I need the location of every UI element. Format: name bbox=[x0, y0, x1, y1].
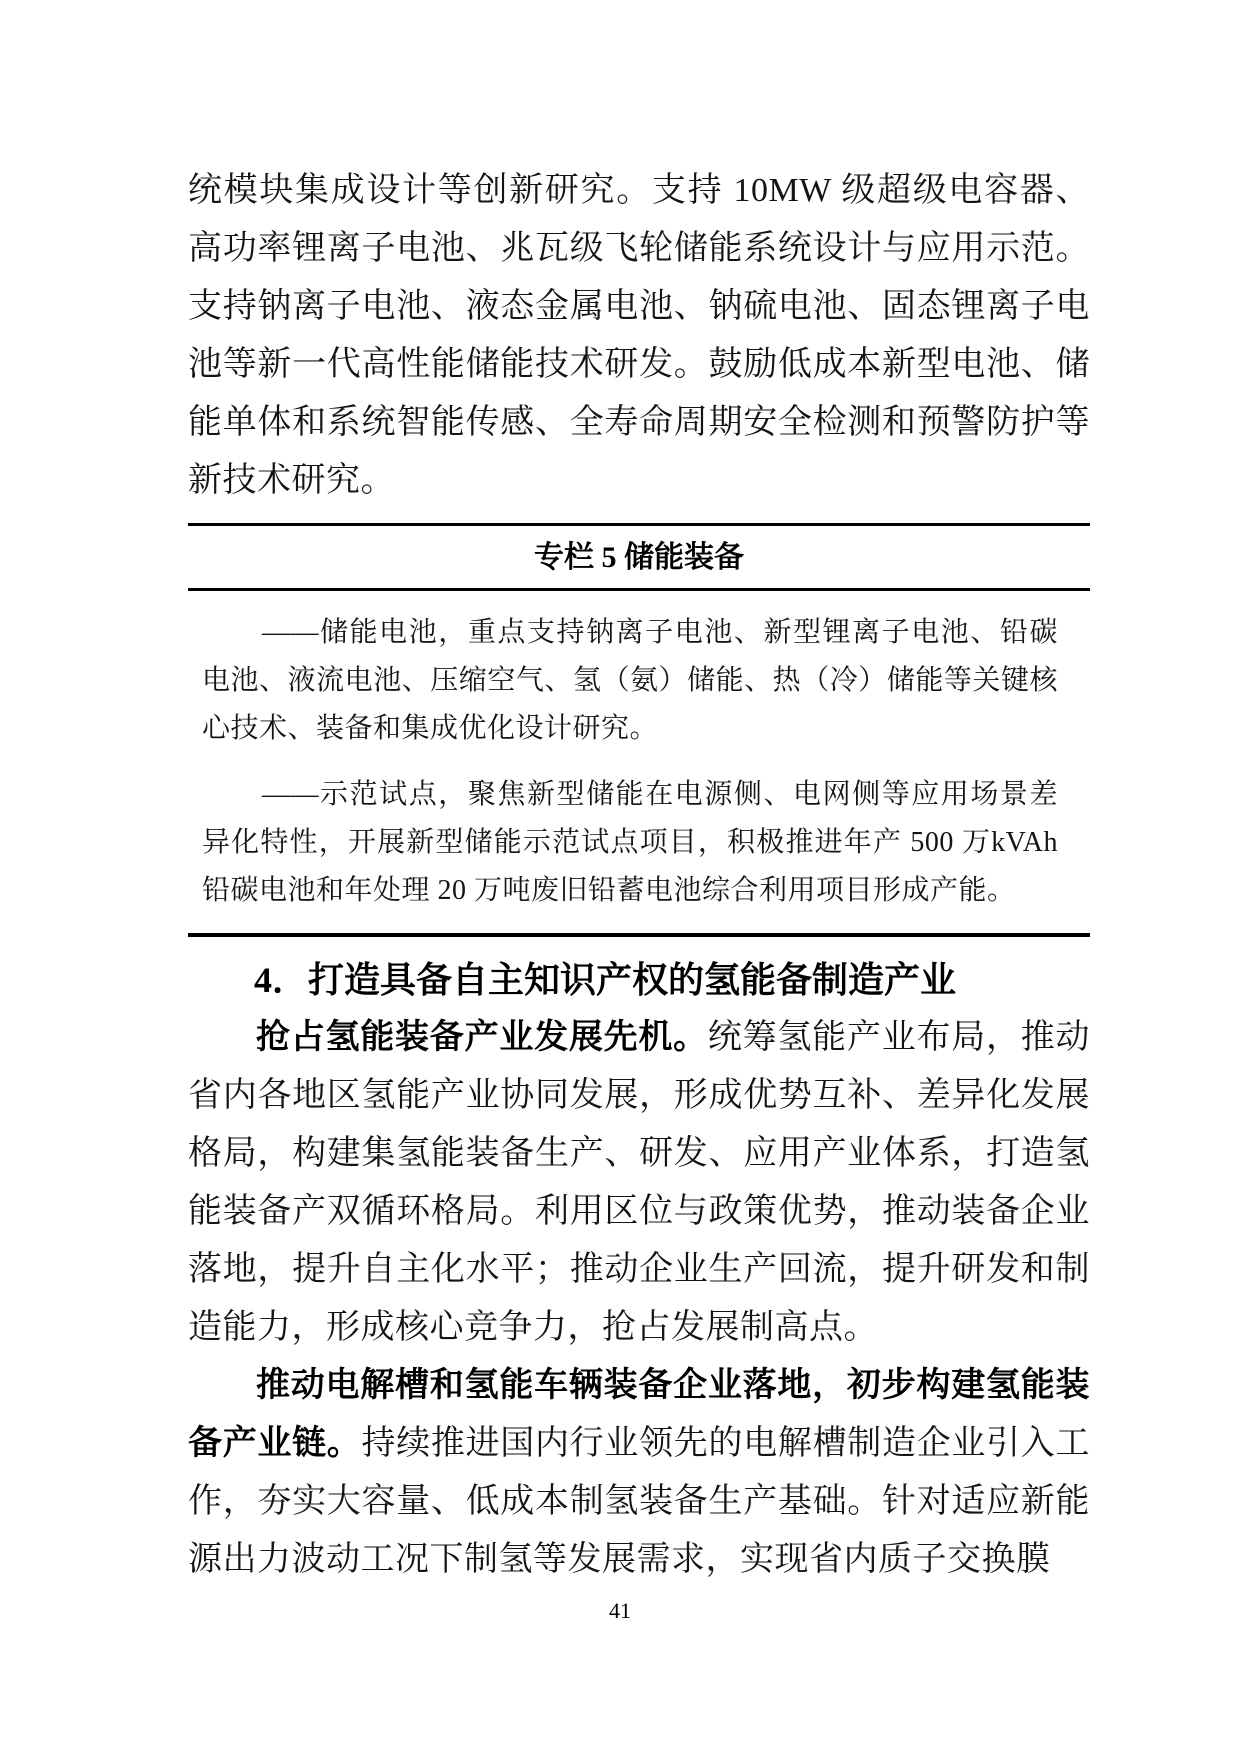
paragraph-storage-tech: 统模块集成设计等创新研究。支持 10MW 级超级电容器、高功率锂离子电池、兆瓦级飞轮储能系统设计与应用示范。支持钠离子电池、液态金属电池、钠硫电池、固态锂离子电池等新一代高性能储能技术研发。鼓励低成本新型电池、储能单体和系统智能传感、全寿命周期安全检测和预警防护等新技术研究。 bbox=[188, 172, 1090, 499]
box-item-demo-pilot: ——示范试点，聚焦新型储能在电源侧、电网侧等应用场景差异化特性，开展新型储能示范试点项目，积极推进年产 500 万kVAh铅碳电池和年处理 20 万吨废旧铅蓄电池综合利用项目形成产能。 bbox=[202, 779, 1058, 906]
paragraph-hydrogen-layout-body: 统筹氢能产业布局，推动省内各地区氢能产业协同发展，形成优势互补、差异化发展格局，构建集氢能装备生产、研发、应用产业体系，打造氢能装备产双循环格局。利用区位与政策优势，推动装备企业落地，提升自主化水平；推动企业生产回流，提升研发和制造能力，形成核心竞争力，抢占发展制高点。 bbox=[188, 1019, 1090, 1346]
paragraph-hydrogen-layout bbox=[188, 1009, 1090, 1357]
section-heading-hydrogen-industry: 4．打造具备自主知识产权的氢能备制造产业 bbox=[254, 960, 957, 1000]
paragraph-electrolyzer-chain-lead: 推动电解槽和氢能车辆装备企业落地，初步构建氢能装备产业链。 bbox=[188, 1367, 1090, 1462]
column-box-body bbox=[188, 591, 1090, 937]
page-content bbox=[188, 162, 1090, 1589]
paragraph-electrolyzer-chain bbox=[188, 1357, 1090, 1589]
paragraph-electrolyzer-chain-body: 持续推进国内行业领先的电解槽制造企业引入工作，夯实大容量、低成本制氢装备生产基础。针对适应新能源出力波动工况下制氢等发展需求，实现省内质子交换膜 bbox=[188, 1425, 1090, 1578]
column-box-5 bbox=[188, 523, 1090, 937]
page-number: 41 bbox=[609, 1598, 631, 1623]
box-item-storage-battery: ——储能电池，重点支持钠离子电池、新型锂离子电池、铅碳电池、液流电池、压缩空气、氢（氨）储能、热（冷）储能等关键核心技术、装备和集成优化设计研究。 bbox=[202, 617, 1058, 744]
column-box-title: 专栏 5 储能装备 bbox=[188, 523, 1090, 591]
paragraph-hydrogen-layout-lead: 抢占氢能装备产业发展先机。 bbox=[256, 1019, 708, 1056]
